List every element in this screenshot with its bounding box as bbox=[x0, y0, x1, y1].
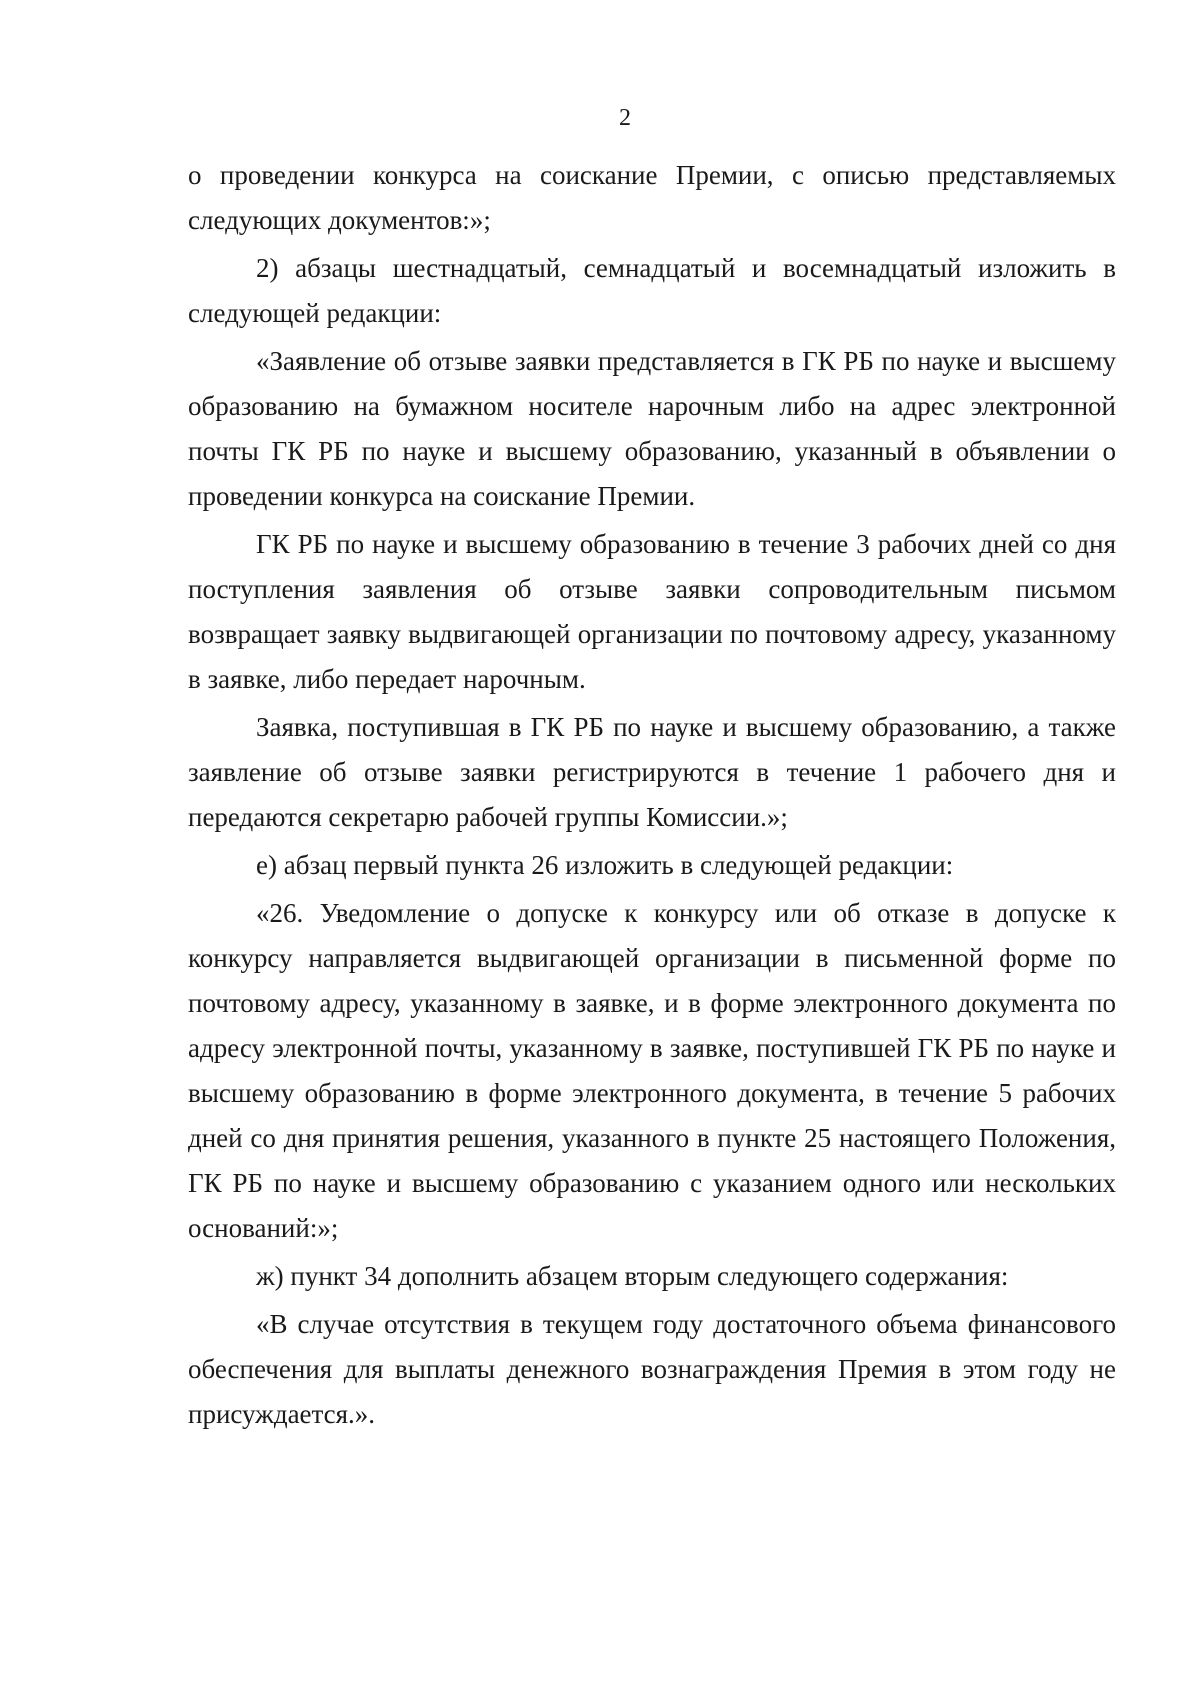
paragraph: «26. Уведомление о допуске к конкурсу или об отказе в допуске к конкурсу направляется выдвигающей организации в письменной форме по почтовому адресу, указанному в заявке, и в форме электронного документа по адресу электронной почты, указанному в заявке, поступившей ГК РБ по науке и высшему образованию в форме электронного документа, в течение 5 рабочих дней со дня принятия решения, указанного в пункте 25 настоящего Положения, ГК РБ по науке и высшему образованию с указанием одного или нескольких оснований:»; bbox=[188, 898, 1116, 1243]
page-number: 2 bbox=[619, 105, 631, 131]
paragraph: ж) пункт 34 дополнить абзацем вторым следующего содержания: bbox=[256, 1261, 1009, 1291]
paragraph: ГК РБ по науке и высшему образованию в течение 3 рабочих дней со дня поступления заявления об отзыве заявки сопроводительным письмом возвращает заявку выдвигающей организации по почтовому адресу, указанному в заявке, либо передает нарочным. bbox=[188, 529, 1116, 694]
paragraph: «Заявление об отзыве заявки представляется в ГК РБ по науке и высшему образованию на бумажном носителе нарочным либо на адрес электронной почты ГК РБ по науке и высшему образованию, указанный в объявлении о проведении конкурса на соискание Премии. bbox=[188, 346, 1116, 511]
document-body bbox=[188, 153, 1116, 1440]
paragraph: е) абзац первый пункта 26 изложить в следующей редакции: bbox=[256, 850, 954, 880]
paragraph: «В случае отсутствия в текущем году достаточного объема финансового обеспечения для выплаты денежного вознаграждения Премия в этом году не присуждается.». bbox=[188, 1309, 1116, 1429]
paragraph: 2) абзацы шестнадцатый, семнадцатый и восемнадцатый изложить в следующей редакции: bbox=[188, 253, 1116, 328]
paragraph: о проведении конкурса на соискание Премии, с описью представляемых следующих документов:»; bbox=[188, 160, 1116, 235]
paragraph: Заявка, поступившая в ГК РБ по науке и высшему образованию, а также заявление об отзыве заявки регистрируются в течение 1 рабочего дня и передаются секретарю рабочей группы Комиссии.»; bbox=[188, 712, 1116, 832]
